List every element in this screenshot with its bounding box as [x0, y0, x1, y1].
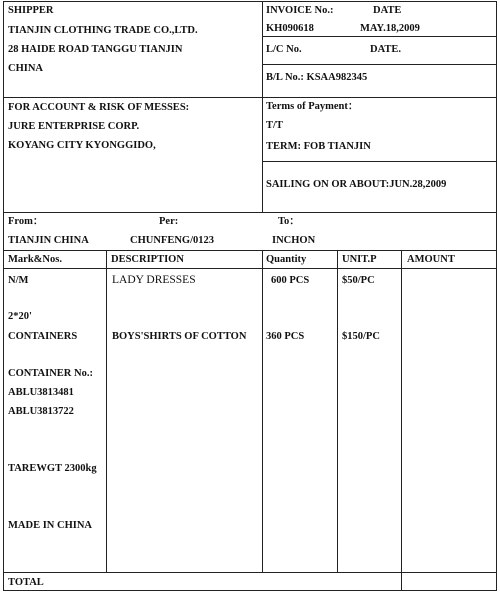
rule — [262, 161, 496, 162]
row-quantity: 360 PCS — [266, 331, 305, 342]
from-value: TIANJIN CHINA — [8, 235, 89, 246]
lc-no-label: L/C No. — [266, 44, 302, 55]
header-unit-price: UNIT.P — [342, 254, 377, 265]
header-marks: Mark&Nos. — [8, 254, 62, 265]
payment-terms-value: T/T — [266, 120, 283, 131]
from-label: From： — [8, 216, 44, 227]
sailing-date: SAILING ON OR ABOUT:JUN.28,2009 — [266, 179, 447, 190]
account-label: FOR ACCOUNT & RISK OF MESSES: — [8, 102, 190, 113]
rule — [106, 250, 107, 572]
rule — [262, 64, 496, 65]
per-value: CHUNFENG/0123 — [130, 235, 214, 246]
rule — [337, 250, 338, 572]
mark-line: CONTAINERS — [8, 331, 78, 342]
row-quantity: 600 PCS — [271, 275, 310, 286]
to-label: To： — [278, 216, 300, 227]
rule — [4, 572, 496, 573]
account-name: JURE ENTERPRISE CORP. — [8, 121, 140, 132]
shipper-label: SHIPPER — [8, 5, 54, 16]
invoice-date-label: DATE — [373, 5, 402, 16]
mark-line: ABLU3813722 — [8, 406, 74, 417]
rule — [262, 36, 496, 37]
rule — [401, 250, 402, 591]
header-amount: AMOUNT — [407, 254, 455, 265]
mark-line: 2*20' — [8, 311, 32, 322]
mark-line: N/M — [8, 275, 29, 286]
invoice-no-value: KH090618 — [266, 23, 314, 34]
commercial-invoice — [3, 1, 497, 591]
shipper-country: CHINA — [8, 63, 44, 74]
header-description: DESCRIPTION — [111, 254, 184, 265]
shipper-name: TIANJIN CLOTHING TRADE CO.,LTD. — [8, 25, 198, 36]
header-quantity: Quantity — [266, 254, 307, 265]
to-value: INCHON — [272, 235, 316, 246]
rule — [4, 212, 496, 213]
payment-terms-label: Terms of Payment： — [266, 101, 359, 112]
total-label: TOTAL — [8, 577, 44, 588]
invoice-no-label: INVOICE No.: — [266, 5, 334, 16]
rule — [4, 97, 496, 98]
row-unit-price: $150/PC — [342, 331, 380, 342]
row-description: BOYS'SHIRTS OF COTTON — [112, 331, 247, 342]
row-unit-price: $50/PC — [342, 275, 375, 286]
per-label: Per: — [159, 216, 179, 227]
shipper-address: 28 HAIDE ROAD TANGGU TIANJIN — [8, 44, 183, 55]
mark-line: TAREWGT 2300kg — [8, 463, 97, 474]
trade-term: TERM: FOB TIANJIN — [266, 141, 371, 152]
mark-line: ABLU3813481 — [8, 387, 74, 398]
invoice-date-value: MAY.18,2009 — [360, 23, 420, 34]
rule — [4, 250, 496, 251]
rule — [262, 250, 263, 572]
mark-line: MADE IN CHINA — [8, 520, 92, 531]
account-city: KOYANG CITY KYONGGIDO, — [8, 140, 156, 151]
row-description: LADY DRESSES — [112, 274, 196, 286]
rule — [262, 2, 263, 212]
mark-line: CONTAINER No.: — [8, 368, 93, 379]
bl-no: B/L No.: KSAA982345 — [266, 72, 368, 83]
rule — [4, 268, 496, 269]
lc-date-label: DATE. — [370, 44, 402, 55]
